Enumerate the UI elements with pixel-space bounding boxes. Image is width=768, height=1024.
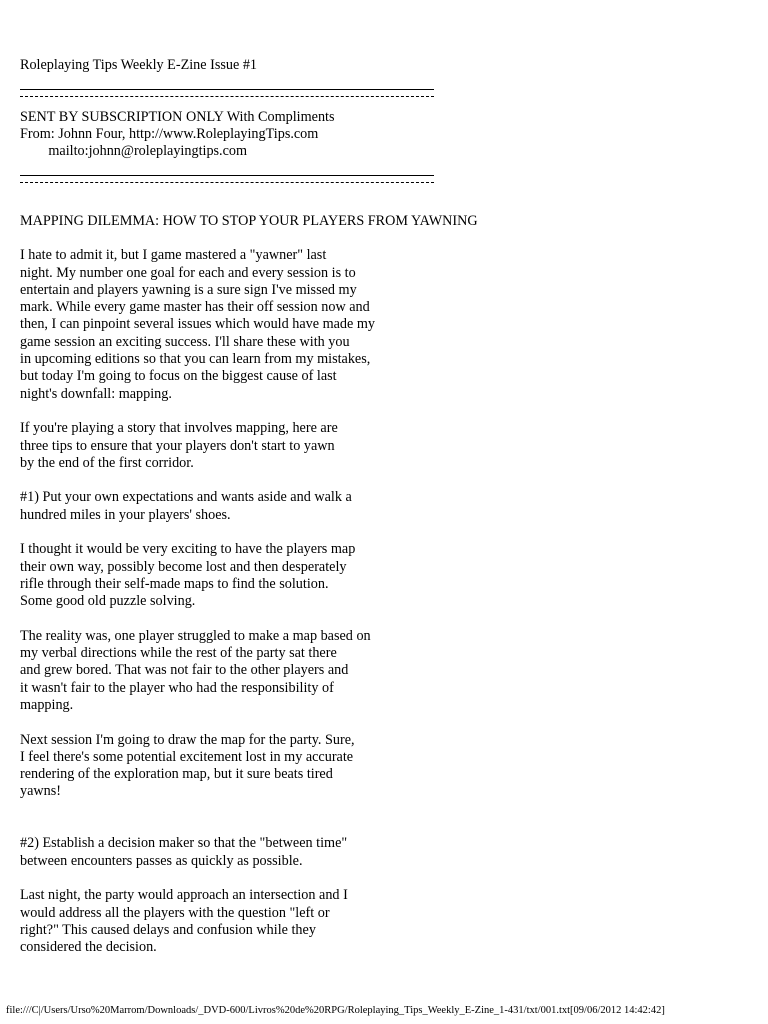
blank-line [20,818,478,835]
text-line: Next session I'm going to draw the map for the party. Sure, [20,731,355,748]
blank-line [20,611,478,628]
text-line: yawns! [20,783,61,800]
text-line: would address all the players with the question "left or [20,904,330,921]
text-line: rendering of the exploration map, but it sure beats tired [20,766,333,783]
text-line: mapping. [20,696,74,713]
text-line: then, I can pinpoint several issues which would have made my [20,316,375,333]
blank-line [20,195,478,212]
text-line: their own way, possibly become lost and then desperately [20,558,347,575]
text-line: in upcoming editions so that you can learn from my mistakes, [20,351,371,368]
text-line: hundred miles in your players' shoes. [20,506,231,523]
blank-line [20,870,478,887]
text-line: it wasn't fair to the player who had the responsibility of [20,679,334,696]
text-line: but today I'm going to focus on the biggest cause of last [20,368,337,385]
text-line: Roleplaying Tips Weekly E-Zine Issue #1 [20,57,258,73]
text-line: SENT BY SUBSCRIPTION ONLY With Compliments [20,108,335,125]
text-line: game session an exciting success. I'll share these with you [20,333,350,350]
text-line: #2) Establish a decision maker so that the "between time" [20,835,348,852]
text-line: The reality was, one player struggled to make a map based on [20,627,371,644]
text-line: I thought it would be very exciting to have the players map [20,541,356,558]
text-line: entertain and players yawning is a sure sign I've missed my [20,281,357,298]
separator-dashed [20,178,434,195]
text-line: night. My number one goal for each and every session is to [20,264,356,281]
blank-line [20,714,478,731]
blank-line [20,472,478,489]
text-line: three tips to ensure that your players don't start to yawn [20,437,335,454]
blank-line [20,801,478,818]
blank-line [20,403,478,420]
blank-line [20,524,478,541]
text-line: If you're playing a story that involves mapping, here are [20,420,338,437]
text-line: From: Johnn Four, http://www.RoleplayingTips.com [20,126,319,143]
text-line: by the end of the first corridor. [20,454,194,471]
text-line: #1) Put your own expectations and wants aside and walk a [20,489,352,506]
separator-solid [20,74,434,91]
text-line: Last night, the party would approach an intersection and I [20,887,348,904]
text-line: rifle through their self-made maps to find the solution. [20,575,329,592]
page-footer-url: file:///C|/Users/Urso%20Marrom/Downloads/_DVD-600/Livros%20de%20RPG/Roleplaying_Tips_Weekly_E-Zine_1-431/txt/001.txt[09/06/2012 14:42:42] [6,1005,665,1016]
text-line: considered the decision. [20,939,157,956]
separator-dashed [20,92,434,109]
text-line: I feel there's some potential excitement lost in my accurate [20,748,354,765]
blank-line [20,230,478,247]
text-line: MAPPING DILEMMA: HOW TO STOP YOUR PLAYERS FROM YAWNING [20,212,478,229]
text-line: Some good old puzzle solving. [20,593,196,610]
text-line: between encounters passes as quickly as possible. [20,852,303,869]
separator-solid [20,161,434,178]
text-line: I hate to admit it, but I game mastered a "yawner" last [20,247,327,264]
text-line: mark. While every game master has their off session now and [20,299,370,316]
text-line: night's downfall: mapping. [20,385,172,402]
text-line: and grew bored. That was not fair to the other players and [20,662,349,679]
text-line: mailto:johnn@roleplayingtips.com [20,143,248,160]
text-line: my verbal directions while the rest of the party sat there [20,645,337,662]
text-line: right?" This caused delays and confusion while they [20,921,316,938]
document-body [20,57,478,956]
